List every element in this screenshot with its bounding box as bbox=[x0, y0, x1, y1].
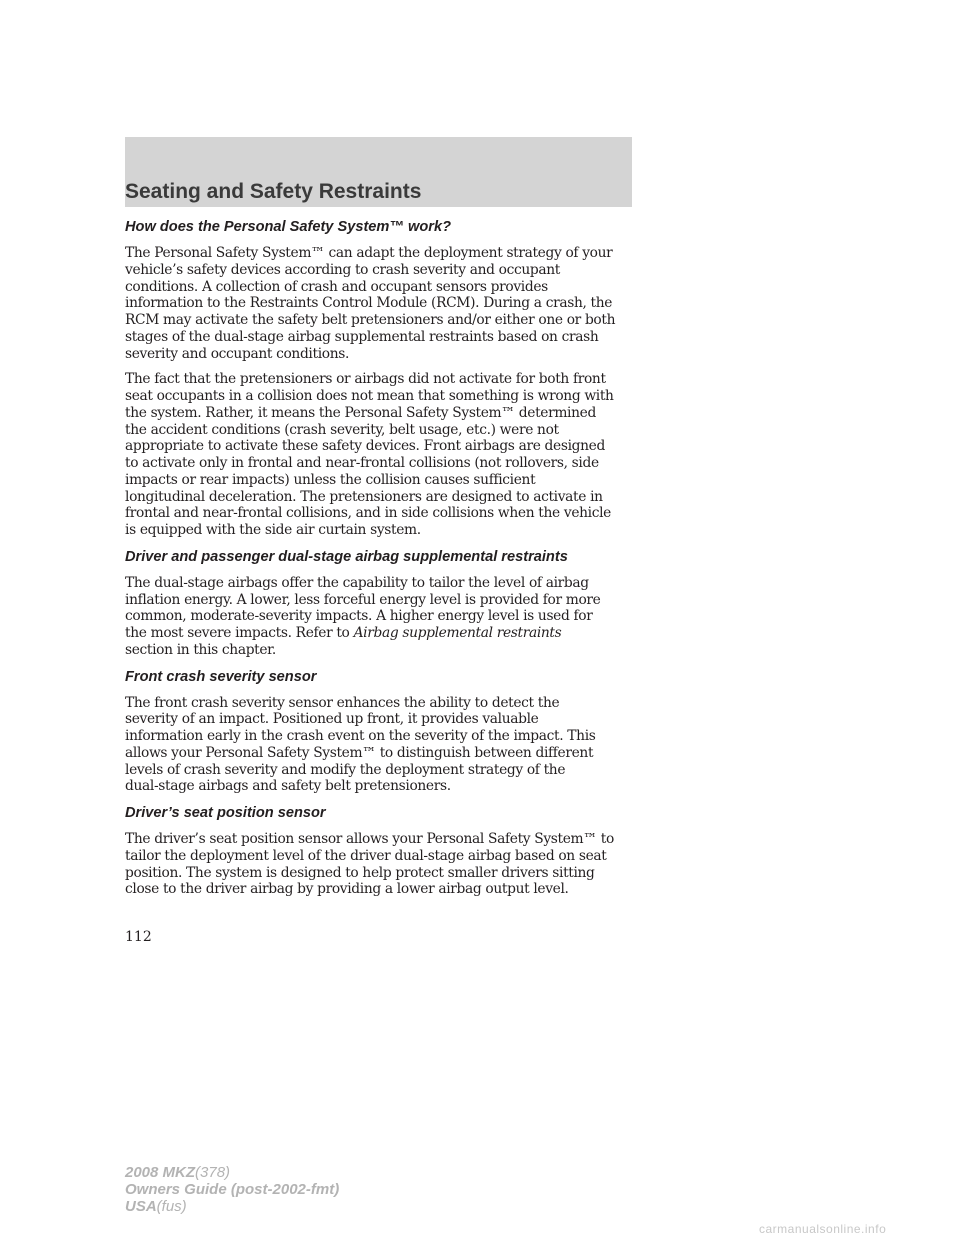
page-number: 112 bbox=[125, 929, 152, 945]
text-line: longitudinal deceleration. The pretensioners are designed to activate in bbox=[125, 488, 603, 505]
text-line: The dual-stage airbags offer the capability to tailor the level of airbag bbox=[125, 574, 589, 591]
text-line: allows your Personal Safety System™ to distinguish between different bbox=[125, 744, 594, 761]
footer-line bbox=[125, 1198, 339, 1215]
document-footer bbox=[125, 1164, 339, 1215]
text-line: close to the driver airbag by providing a lower airbag output level. bbox=[125, 881, 569, 898]
heading-front-crash-sensor: Front crash severity sensor bbox=[125, 668, 317, 685]
text-line: the accident conditions (crash severity, belt usage, etc.) were not bbox=[125, 421, 559, 438]
text-line: inflation energy. A lower, less forceful energy level is provided for more bbox=[125, 591, 601, 608]
text-line: section in this chapter. bbox=[125, 641, 276, 658]
footer-market-code: (fus) bbox=[156, 1198, 187, 1215]
text-line: stages of the dual-stage airbag supplemental restraints based on crash bbox=[125, 328, 599, 345]
text-line: information to the Restraints Control Module (RCM). During a crash, the bbox=[125, 295, 613, 312]
text-line: frontal and near-frontal collisions, and in side collisions when the vehicle bbox=[125, 505, 611, 522]
heading-seat-position-sensor: Driver’s seat position sensor bbox=[125, 805, 326, 821]
text-line: The fact that the pretensioners or airbags did not activate for both front bbox=[125, 371, 606, 388]
section-title: Seating and Safety Restraints bbox=[125, 180, 422, 203]
paragraph bbox=[125, 371, 635, 539]
text-line: appropriate to activate these safety devices. Front airbags are designed bbox=[125, 438, 605, 455]
text-line: tailor the deployment level of the driver dual-stage airbag based on seat bbox=[125, 847, 607, 864]
paragraph bbox=[125, 695, 635, 796]
text-before-reference: the most severe impacts. Refer to bbox=[125, 625, 350, 641]
footer-line bbox=[125, 1164, 339, 1181]
paragraph bbox=[125, 245, 635, 362]
footer-guide: Owners Guide (post-2002-fmt) bbox=[125, 1181, 340, 1198]
text-line: is equipped with the side air curtain system. bbox=[125, 522, 421, 538]
text-line: severity and occupant conditions. bbox=[125, 345, 350, 362]
text-line: severity of an impact. Positioned up front, it provides valuable bbox=[125, 711, 539, 728]
text-line: common, moderate-severity impacts. A higher energy level is used for bbox=[125, 608, 593, 625]
text-line: to activate only in frontal and near-frontal collisions (not rollovers, side bbox=[125, 455, 599, 471]
heading-dual-stage-airbag: Driver and passenger dual-stage airbag supplemental restraints bbox=[125, 548, 568, 565]
text-line: impacts or rear impacts) unless the collision causes sufficient bbox=[125, 471, 536, 488]
footer-code: (378) bbox=[195, 1164, 231, 1181]
heading-how-pss-works: How does the Personal Safety System™ work? bbox=[125, 219, 452, 235]
text-line: The Personal Safety System™ can adapt the deployment strategy of your bbox=[125, 245, 613, 261]
text-line: the system. Rather, it means the Personal Safety System™ determined bbox=[125, 404, 596, 421]
footer-market: USA bbox=[125, 1198, 157, 1215]
text-line: The front crash severity sensor enhances the ability to detect the bbox=[125, 694, 560, 711]
paragraph bbox=[125, 575, 635, 659]
paragraph bbox=[125, 831, 635, 898]
text-line: RCM may activate the safety belt pretensioners and/or either one or both bbox=[125, 312, 616, 328]
text-line: The driver’s seat position sensor allows your Personal Safety System™ to bbox=[125, 831, 614, 847]
text-line: position. The system is designed to help protect smaller drivers sitting bbox=[125, 864, 595, 881]
text-line: vehicle’s safety devices according to crash severity and occupant bbox=[125, 261, 560, 278]
text-line bbox=[125, 625, 635, 642]
text-line: conditions. A collection of crash and occupant sensors provides bbox=[125, 278, 548, 295]
page-content bbox=[125, 218, 635, 907]
text-line: information early in the crash event on the severity of the impact. This bbox=[125, 728, 596, 744]
footer-model: 2008 MKZ bbox=[125, 1164, 196, 1181]
text-line: levels of crash severity and modify the deployment strategy of the bbox=[125, 761, 566, 778]
text-line: seat occupants in a collision does not mean that something is wrong with bbox=[125, 388, 614, 404]
text-line: dual-stage airbags and safety belt pretensioners. bbox=[125, 778, 451, 795]
cross-reference-airbag-restraints: Airbag supplemental restraints bbox=[353, 625, 562, 641]
site-watermark: carmanualsonline.info bbox=[759, 1222, 887, 1236]
